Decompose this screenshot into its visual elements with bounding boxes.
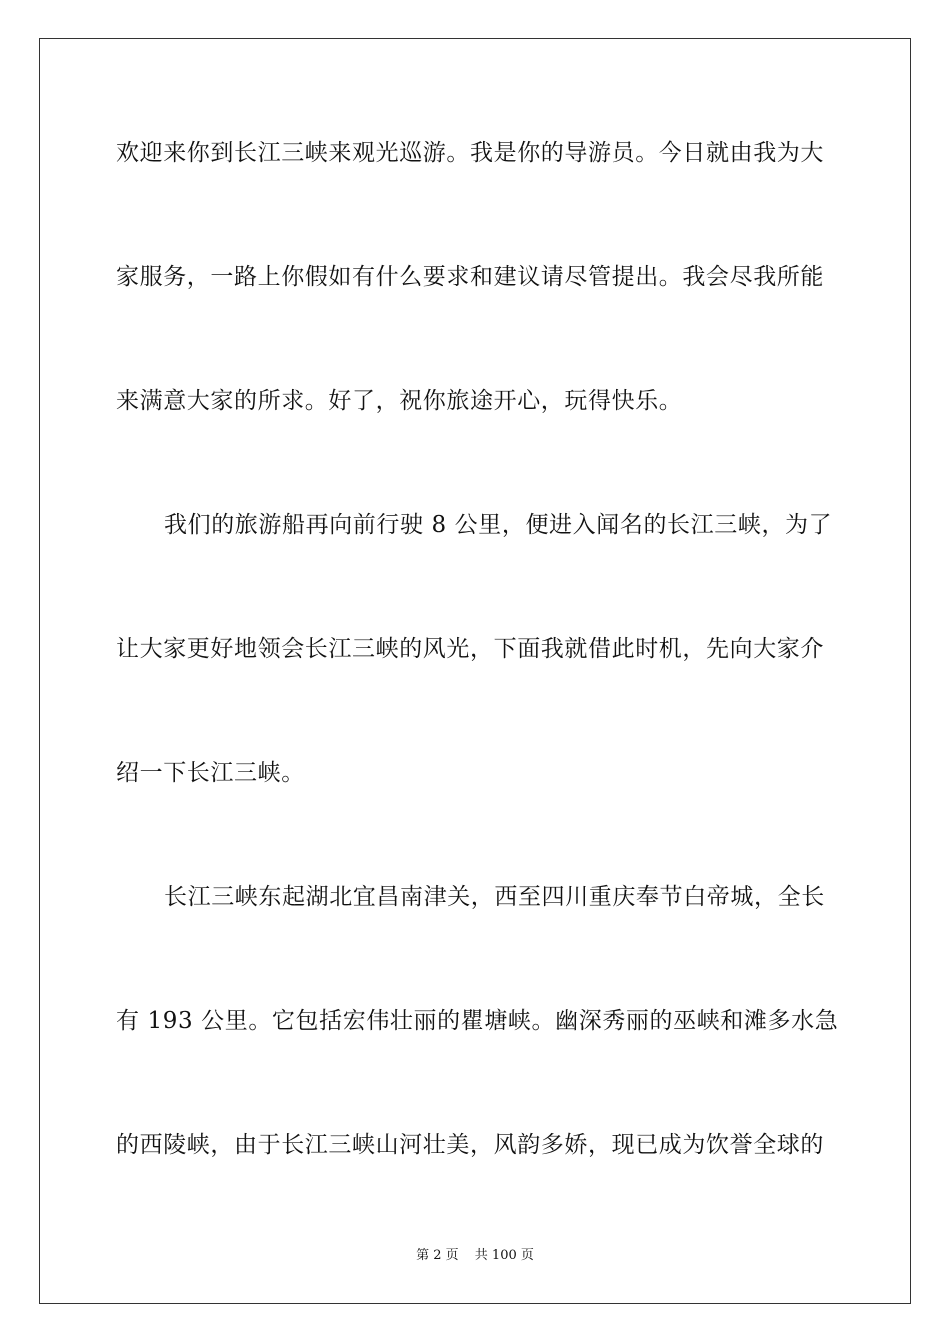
text-line-9: 的西陵峡，由于长江三峡山河壮美，风韵多娇，现已成为饮誉全球的	[116, 1132, 824, 1158]
text-line-3: 来满意大家的所求。好了，祝你旅途开心，玩得快乐。	[116, 388, 683, 414]
text-line-5: 让大家更好地领会长江三峡的风光，下面我就借此时机，先向大家介	[116, 636, 824, 662]
text-line-6: 绍一下长江三峡。	[116, 760, 305, 786]
text-line-2: 家服务，一路上你假如有什么要求和建议请尽管提出。我会尽我所能	[116, 264, 824, 290]
text-line-1: 欢迎来你到长江三峡来观光巡游。我是你的导游员。今日就由我为大	[116, 140, 824, 166]
text-line-8: 有 193 公里。它包括宏伟壮丽的瞿塘峡。幽深秀丽的巫峡和滩多水急	[116, 1008, 839, 1034]
page-border	[39, 38, 911, 1304]
text-line-4: 我们的旅游船再向前行驶 8 公里，便进入闻名的长江三峡，为了	[164, 512, 833, 538]
text-line-7: 长江三峡东起湖北宜昌南津关，西至四川重庆奉节白帝城，全长	[164, 884, 825, 910]
page-total: 共 100 页	[474, 1248, 534, 1263]
page-footer	[0, 1247, 950, 1265]
page-number: 第 2 页	[416, 1248, 459, 1263]
